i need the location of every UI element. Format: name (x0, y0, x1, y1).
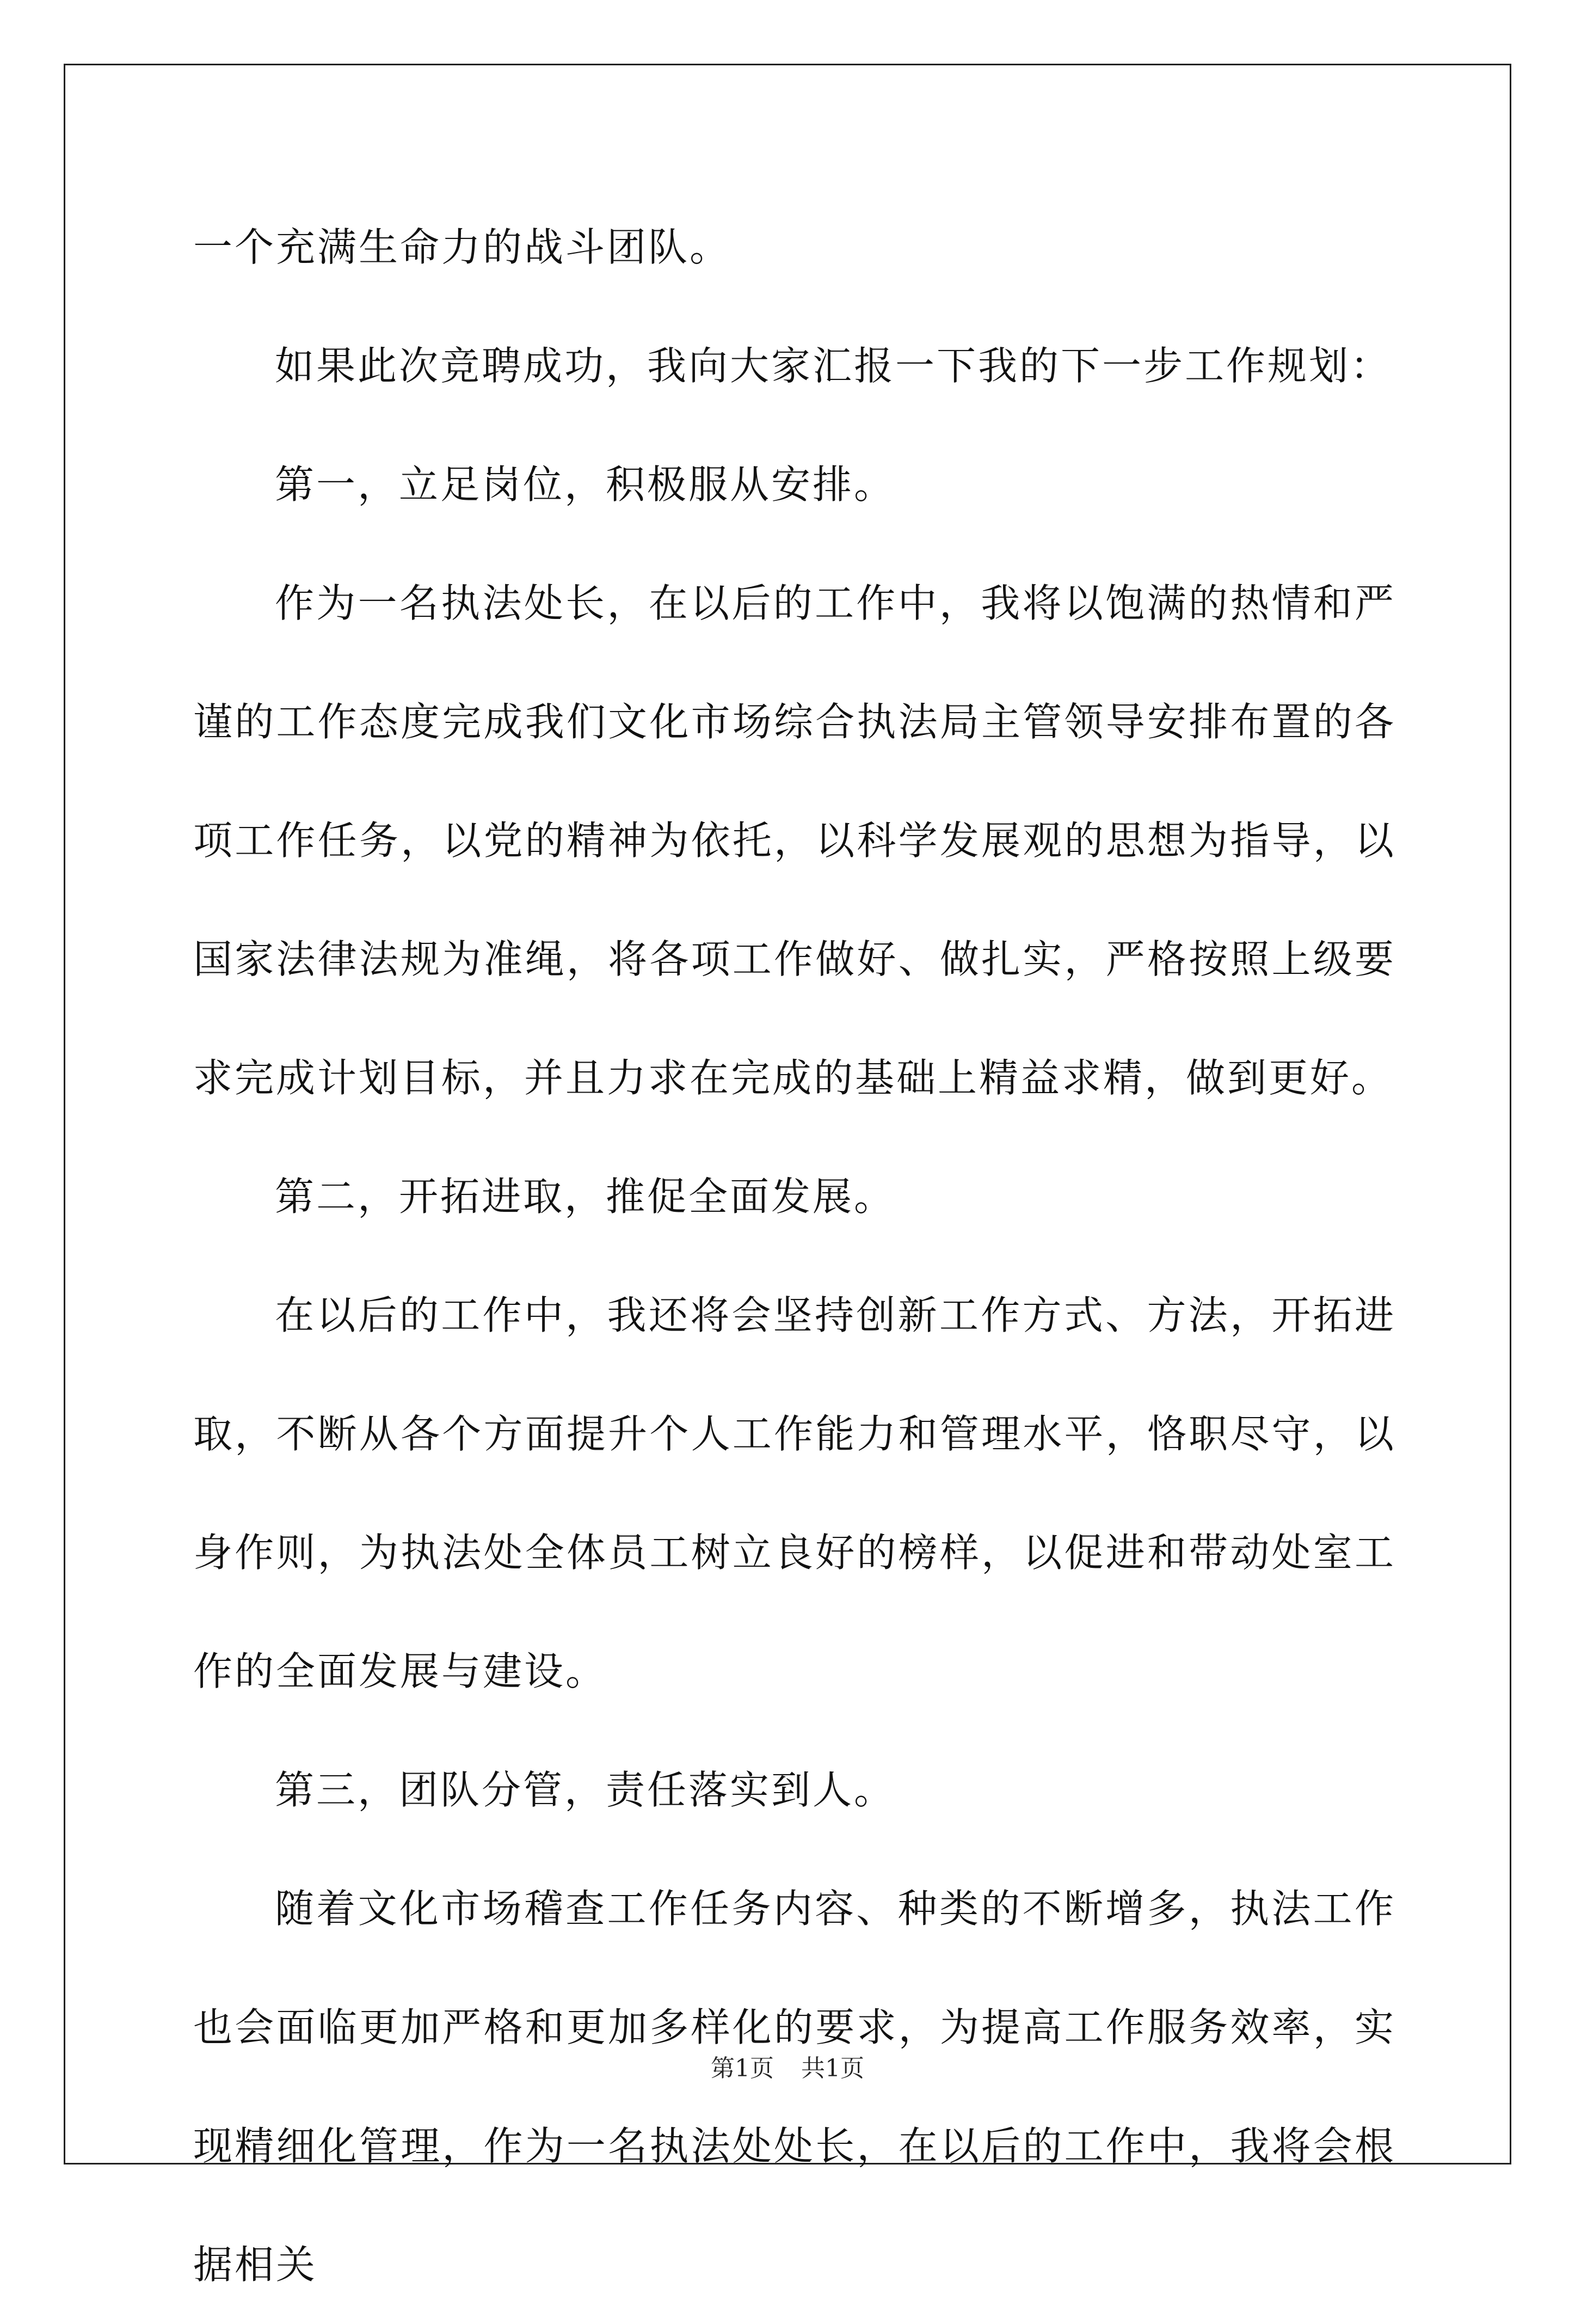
page-total: 共1页 (801, 2055, 864, 2082)
paragraph-2: 如果此次竞聘成功，我向大家汇报一下我的下一步工作规划： (275, 343, 1392, 389)
paragraph-1: 一个充满生命力的战斗团队。 (193, 224, 731, 270)
page-footer (0, 2052, 1575, 2085)
paragraph-8: 随着文化市场稽查工作任务内容、种类的不断增多，执法工作也会面临更加严格和更加多样化的要求，为提高工作服务效率，实现精细化管理，作为一名执法处处长，在以后的工作中，我将会根据相关 (193, 1886, 1396, 2288)
page-number: 第1页 (711, 2055, 774, 2082)
paragraph-4: 作为一名执法处长，在以后的工作中，我将以饱满的热情和严谨的工作态度完成我们文化市场综合执法局主管领导安排布置的各项工作任务，以党的精神为依托，以科学发展观的思想为指导，以国家法律法规为准绳，将各项工作做好、做扎实，严格按照上级要求完成计划目标，并且力求在完成的基础上精益求精，做到更好。 (193, 580, 1396, 1101)
paragraph-6: 在以后的工作中，我还将会坚持创新工作方式、方法，开拓进取，不断从各个方面提升个人工作能力和管理水平，恪职尽守，以身作则，为执法处全体员工树立良好的榜样，以促进和带动处室工作的全面发展与建设。 (193, 1292, 1396, 1694)
paragraph-5: 第二，开拓进取，推促全面发展。 (275, 1174, 896, 1219)
paragraph-3: 第一，立足岗位，积极服从安排。 (275, 462, 896, 507)
document-body (193, 188, 1396, 2324)
paragraph-7: 第三，团队分管，责任落实到人。 (275, 1767, 896, 1813)
